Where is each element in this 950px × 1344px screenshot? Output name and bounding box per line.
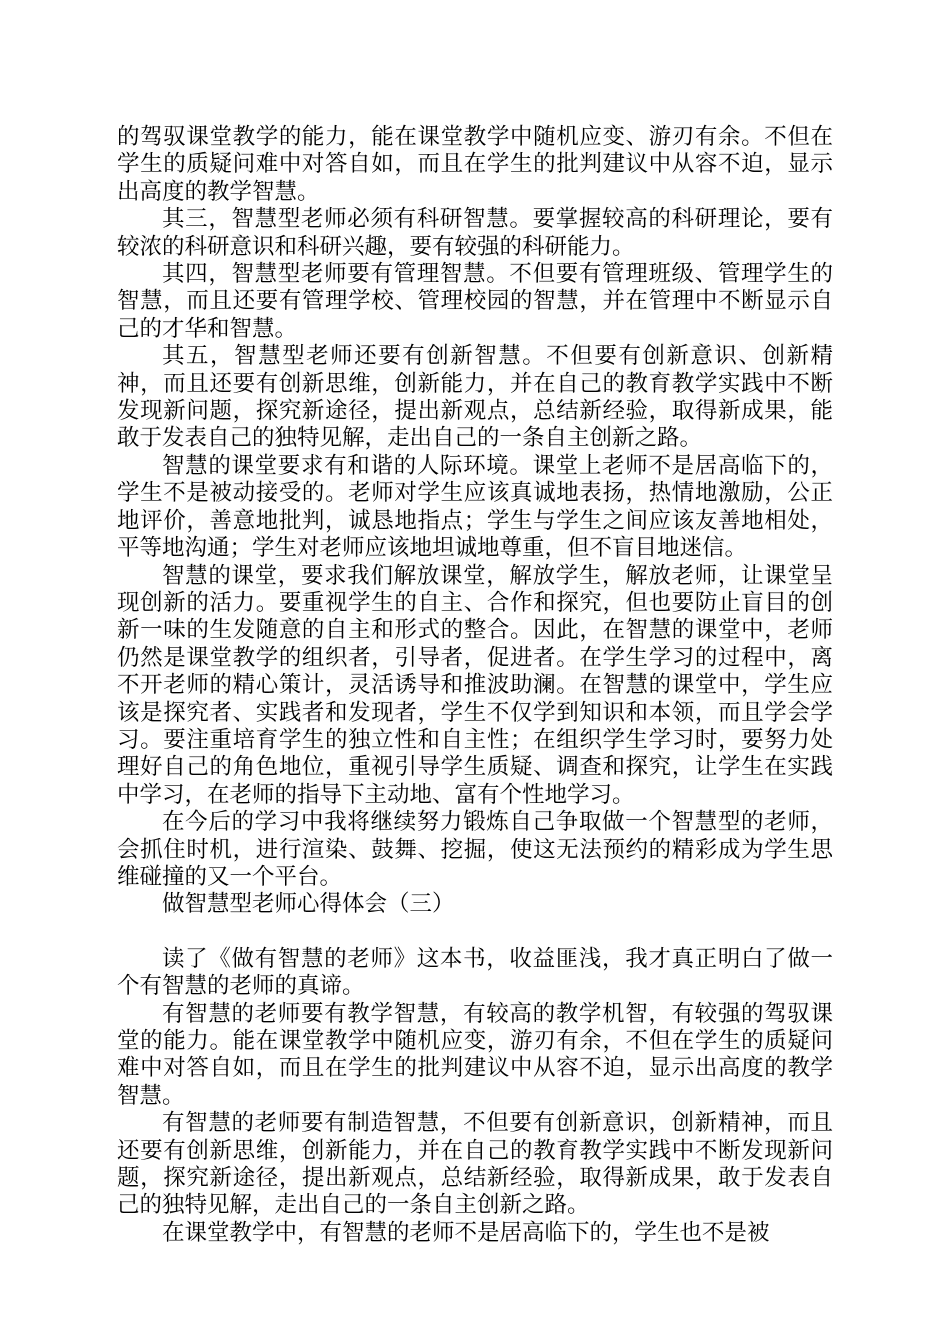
paragraph-future-learning: 在今后的学习中我将继续努力锻炼自己争取做一个智慧型的老师，会抓住时机，进行渲染、鼓舞、挖掘，使这无法预约的精彩成为学生思维碰撞的又一个平台。 [117, 809, 833, 890]
paragraph-innovation-wisdom: 其五，智慧型老师还要有创新智慧。不但要有创新意识、创新精神，而且还要有创新思维，创新能力，并在自己的教育教学实践中不断发现新问题，探究新途径，提出新观点，总结新经验，取得新成果，能敢于发表自己的独特见解，走出自己的一条自主创新之路。 [117, 343, 833, 452]
paragraph-teaching-wisdom: 有智慧的老师要有教学智慧，有较高的教学机智，有较强的驾驭课堂的能力。能在课堂教学中随机应变，游刃有余，不但在学生的质疑问难中对答自如，而且在学生的批判建议中从容不迫，显示出高度的教学智慧。 [117, 1000, 833, 1109]
section-title: 做智慧型老师心得体会（三） [162, 891, 455, 918]
paragraph-creation-wisdom: 有智慧的老师要有制造智慧，不但要有创新意识，创新精神，而且还要有创新思维，创新能力，并在自己的教育教学实践中不断发现新问题，探究新途径，提出新观点，总结新经验，取得新成果，敢于发表自己的独特见解，走出自己的一条自主创新之路。 [117, 1110, 833, 1219]
paragraph-harmonious-environment: 智慧的课堂要求有和谐的人际环境。课堂上老师不是居高临下的，学生不是被动接受的。老师对学生应该真诚地表扬，热情地激励，公正地评价，善意地批判，诚恳地指点；学生与学生之间应该友善地相处，平等地沟通；学生对老师应该地坦诚地尊重，但不盲目地迷信。 [117, 452, 833, 562]
blank-line [117, 919, 833, 946]
paragraph-liberate-classroom: 智慧的课堂，要求我们解放课堂，解放学生，解放老师，让课堂呈现创新的活力。要重视学生的自主、合作和探究，但也要防止盲目的创新一味的生发随意的自主和形式的整合。因此，在智慧的课堂中，老师仍然是课堂教学的组织者，引导者，促进者。在学生学习的过程中，离不开老师的精心策计，灵活诱导和推波助澜。在智慧的课堂中，学生应该是探究者、实践者和发现者，学生不仅学到知识和本领，而且学会学习。要注重培育学生的独立性和自主性；在组织学生学习时，要努力处理好自己的角色地位，重视引导学生质疑、调查和探究，让学生在实践中学习，在老师的指导下主动地、富有个性地学习。 [117, 562, 833, 808]
paragraph-book-reading: 读了《做有智慧的老师》这本书，收益匪浅，我才真正明白了做一个有智慧的老师的真谛。 [117, 945, 833, 1000]
paragraph-continued: 的驾驭课堂教学的能力，能在课堂教学中随机应变、游刃有余。不但在学生的质疑问难中对答自如，而且在学生的批判建议中从容不迫，显示出高度的教学智慧。 [117, 124, 833, 205]
paragraph-management-wisdom: 其四，智慧型老师要有管理智慧。不但要有管理班级、管理学生的智慧，而且还要有管理学校、管理校园的智慧，并在管理中不断显示自己的才华和智慧。 [117, 261, 833, 342]
document-page [117, 124, 833, 1247]
paragraph-classroom-teaching: 在课堂教学中，有智慧的老师不是居高临下的，学生也不是被 [162, 1219, 770, 1246]
paragraph-research-wisdom: 其三，智慧型老师必须有科研智慧。要掌握较高的科研理论，要有较浓的科研意识和科研兴趣，要有较强的科研能力。 [117, 206, 833, 260]
